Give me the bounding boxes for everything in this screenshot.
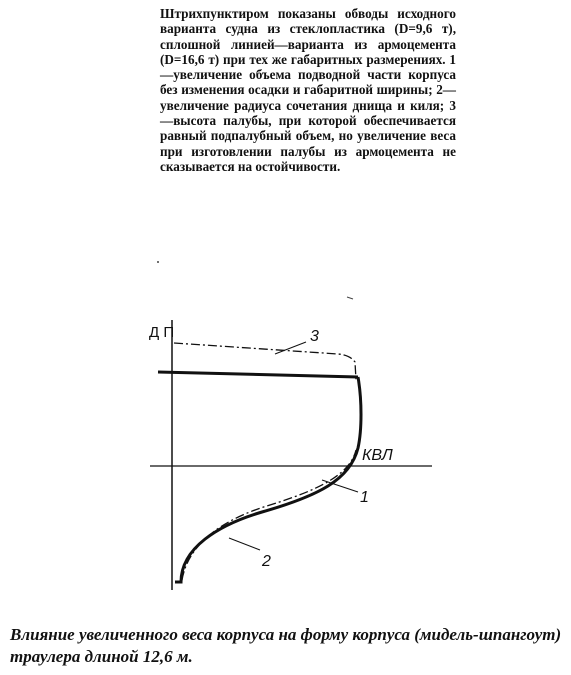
leader-3 — [275, 342, 306, 354]
scan-speck — [157, 261, 159, 263]
deck-line — [158, 372, 358, 377]
label-kvl: КВЛ — [362, 447, 393, 464]
ferrocement-hull-line — [175, 377, 361, 582]
label-dp: Д П — [149, 324, 175, 341]
scan-speck — [347, 297, 353, 299]
label-3: 3 — [310, 328, 319, 345]
label-1: 1 — [360, 489, 369, 506]
figure-caption: Влияние увеличенного веса корпуса на форму корпуса (мидель-шпангоут) траулера длиной 12,6 м. — [10, 625, 562, 666]
leader-2 — [229, 538, 260, 550]
description-text: Штрихпунктиром показаны обводы исходного варианта судна из стеклопластика (D=9,6 т), сплошной линией—варианта из армоцемента (D=16,6 т) при тех же габаритных размерениях. 1—увеличение объема подводной части корпуса без изменения осадки и габаритной ширины; 2—увеличение радиуса сочетания днища и киля; 3—высота палубы, при которой обеспечивается равный подпалубный объем, но увеличение веса при изготовлении палубы из армоцемента не сказывается на остойчивости. — [160, 6, 456, 174]
label-2: 2 — [262, 553, 271, 570]
